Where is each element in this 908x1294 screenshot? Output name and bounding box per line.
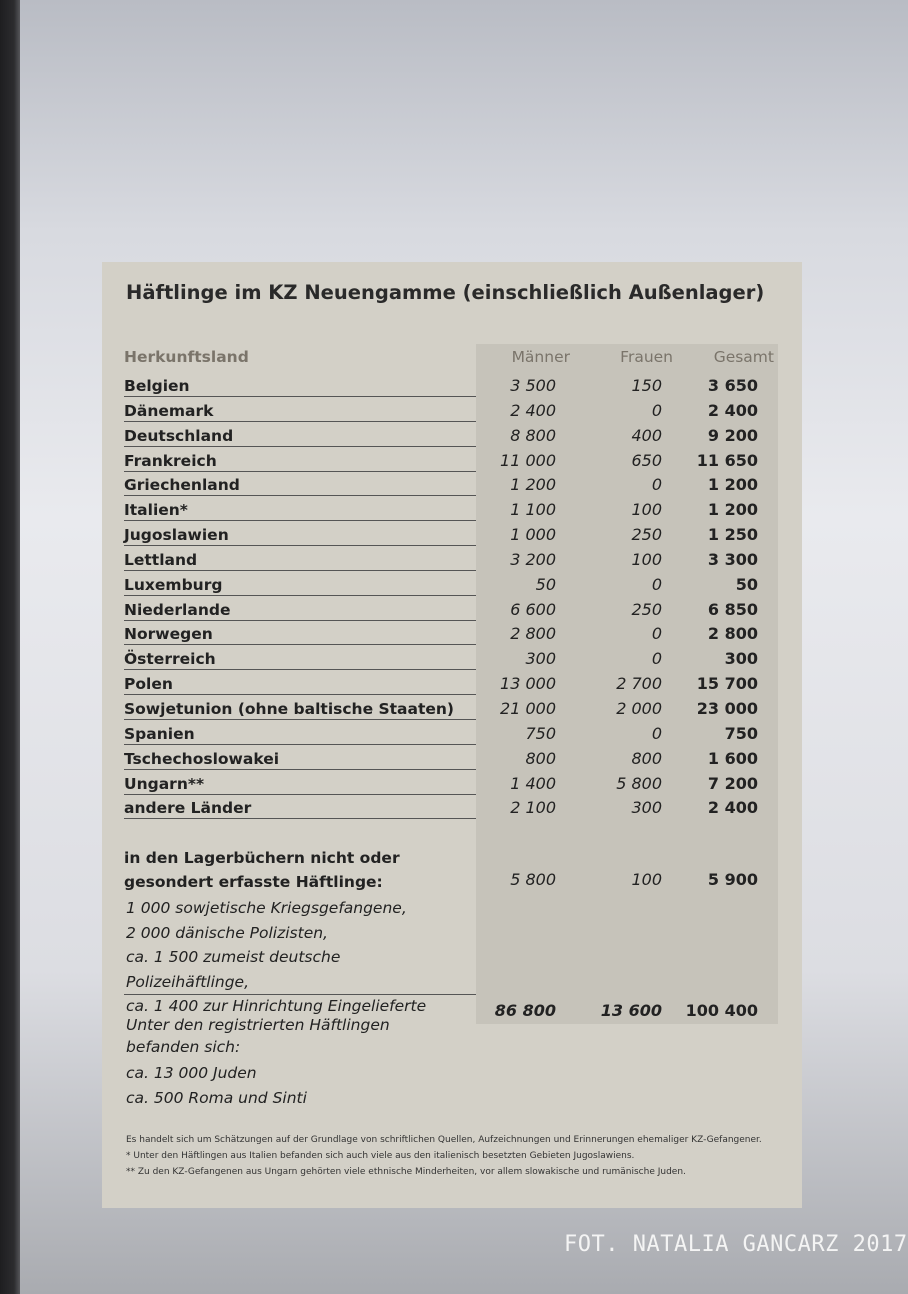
men-cell: 1 400	[510, 773, 556, 793]
total-cell: 50	[735, 574, 758, 594]
men-cell: 2 100	[510, 798, 556, 818]
women-cell: 0	[651, 574, 662, 594]
dark-frame-edge	[0, 0, 20, 1294]
total-cell: 15 700	[696, 674, 758, 694]
photo-credit: FOT. NATALIA GANCARZ 2017	[564, 1232, 908, 1257]
unregistered-values	[124, 868, 780, 892]
women-cell: 300	[631, 798, 662, 818]
table-row	[124, 772, 780, 797]
women-cell: 100	[631, 549, 662, 569]
exhibit-panel	[102, 262, 802, 1208]
registered-jews: ca. 13 000 Juden	[126, 1064, 257, 1082]
women-cell: 2 000	[616, 698, 662, 718]
men-cell: 50	[535, 574, 556, 594]
men-cell: 800	[525, 748, 556, 768]
women-cell: 5 800	[616, 773, 662, 793]
total-cell: 3 650	[707, 376, 758, 395]
country-cell: Norwegen	[124, 625, 476, 645]
men-cell: 3 200	[510, 549, 556, 569]
total-women: 13 600	[600, 1001, 662, 1020]
unregistered-label: in den Lagerbüchern nicht oder gesondert erfasste Häftlinge:	[124, 849, 400, 891]
women-cell: 0	[651, 475, 662, 495]
men-cell: 6 600	[510, 599, 556, 619]
total-cell: 9 200	[707, 425, 758, 445]
country-cell: Luxemburg	[124, 576, 476, 596]
country-cell: Polen	[124, 675, 476, 695]
women-cell: 250	[631, 599, 662, 619]
country-cell: Niederlande	[124, 601, 476, 621]
footnotes	[126, 1132, 786, 1180]
total-cell: 7 200	[707, 773, 758, 793]
table-row	[124, 399, 780, 424]
table-row	[124, 449, 780, 474]
women-cell: 650	[631, 450, 662, 470]
country-cell: Dänemark	[124, 402, 476, 422]
header-country: Herkunftsland	[124, 348, 249, 366]
country-cell: Ungarn**	[124, 775, 476, 795]
women-cell: 0	[651, 624, 662, 644]
country-cell: Griechenland	[124, 476, 476, 496]
men-cell: 1 200	[510, 475, 556, 495]
total-cell: 2 800	[707, 624, 758, 644]
women-cell: 800	[631, 748, 662, 768]
panel-title: Häftlinge im KZ Neuengamme (einschließlich Außenlager)	[126, 281, 765, 304]
men-cell: 1 100	[510, 500, 556, 520]
total-cell: 23 000	[696, 698, 758, 718]
country-cell: andere Länder	[124, 799, 476, 819]
table-row	[124, 424, 780, 449]
men-cell: 3 500	[510, 376, 556, 395]
women-cell: 0	[651, 723, 662, 743]
table-row	[124, 473, 780, 498]
table-row	[124, 622, 780, 647]
table-row	[124, 672, 780, 697]
header-total: Gesamt	[713, 348, 774, 366]
men-cell: 13 000	[500, 674, 556, 694]
country-cell: Lettland	[124, 551, 476, 571]
men-cell: 750	[525, 723, 556, 743]
registered-roma: ca. 500 Roma und Sinti	[126, 1089, 307, 1107]
table-row	[124, 722, 780, 747]
country-cell: Sowjetunion (ohne baltische Staaten)	[124, 700, 476, 720]
total-cell: 11 650	[696, 450, 758, 470]
total-total: 100 400	[685, 1001, 758, 1020]
header-women: Frauen	[620, 348, 673, 366]
country-cell: Tschechoslowakei	[124, 750, 476, 770]
footnote-estimates: Es handelt sich um Schätzungen auf der Grundlage von schriftlichen Quellen, Aufzeichnungen und Erinnerungen ehemaliger KZ-Gefangener.	[126, 1135, 762, 1145]
unregistered-total: 5 900	[707, 870, 758, 889]
men-cell: 2 800	[510, 624, 556, 644]
table-row	[124, 747, 780, 772]
unregistered-details: 1 000 sowjetische Kriegsgefangene, 2 000 dänische Polizisten, ca. 1 500 zumeist deutsche Polizeihäftlinge, ca. 1 400 zur Hinrichtung Eingelieferte	[126, 899, 427, 1015]
table-row	[124, 598, 780, 623]
country-cell: Frankreich	[124, 452, 476, 472]
men-cell: 1 000	[510, 525, 556, 545]
country-cell: Jugoslawien	[124, 526, 476, 546]
total-cell: 300	[724, 649, 758, 669]
table-row	[124, 548, 780, 573]
total-cell: 2 400	[707, 400, 758, 420]
header-men: Männer	[511, 348, 570, 366]
table-row	[124, 523, 780, 548]
women-cell: 250	[631, 525, 662, 545]
country-cell: Spanien	[124, 725, 476, 745]
table-row	[124, 796, 780, 821]
men-cell: 2 400	[510, 400, 556, 420]
women-cell: 150	[631, 376, 662, 395]
registered-note: Unter den registrierten Häftlingen befanden sich:	[126, 1016, 390, 1056]
total-cell: 1 200	[707, 500, 758, 520]
total-cell: 750	[724, 723, 758, 743]
country-cell: Belgien	[124, 377, 476, 397]
table-row	[124, 573, 780, 598]
table-row	[124, 498, 780, 523]
women-cell: 400	[631, 425, 662, 445]
country-cell: Deutschland	[124, 427, 476, 447]
footnote-italy: * Unter den Häftlingen aus Italien befanden sich auch viele aus den italienisch besetzten Gebieten Jugoslawiens.	[126, 1151, 635, 1161]
table-row	[124, 697, 780, 722]
details-divider	[124, 994, 476, 995]
country-table	[124, 374, 780, 821]
total-cell: 1 200	[707, 475, 758, 495]
total-cell: 2 400	[707, 798, 758, 818]
women-cell: 2 700	[616, 674, 662, 694]
country-cell: Italien*	[124, 501, 476, 521]
men-cell: 8 800	[510, 425, 556, 445]
total-cell: 1 250	[707, 525, 758, 545]
total-men: 86 800	[494, 1001, 556, 1020]
total-cell: 3 300	[707, 549, 758, 569]
unregistered-men: 5 800	[510, 870, 556, 889]
men-cell: 21 000	[500, 698, 556, 718]
table-row	[124, 374, 780, 399]
men-cell: 11 000	[500, 450, 556, 470]
women-cell: 0	[651, 649, 662, 669]
women-cell: 100	[631, 500, 662, 520]
men-cell: 300	[525, 649, 556, 669]
footnote-hungary: ** Zu den KZ-Gefangenen aus Ungarn gehörten viele ethnische Minderheiten, vor allem slowakische und rumänische Juden.	[126, 1167, 686, 1177]
country-cell: Österreich	[124, 650, 476, 670]
total-cell: 6 850	[707, 599, 758, 619]
women-cell: 0	[651, 400, 662, 420]
total-cell: 1 600	[707, 748, 758, 768]
table-row	[124, 647, 780, 672]
unregistered-women: 100	[631, 870, 662, 889]
